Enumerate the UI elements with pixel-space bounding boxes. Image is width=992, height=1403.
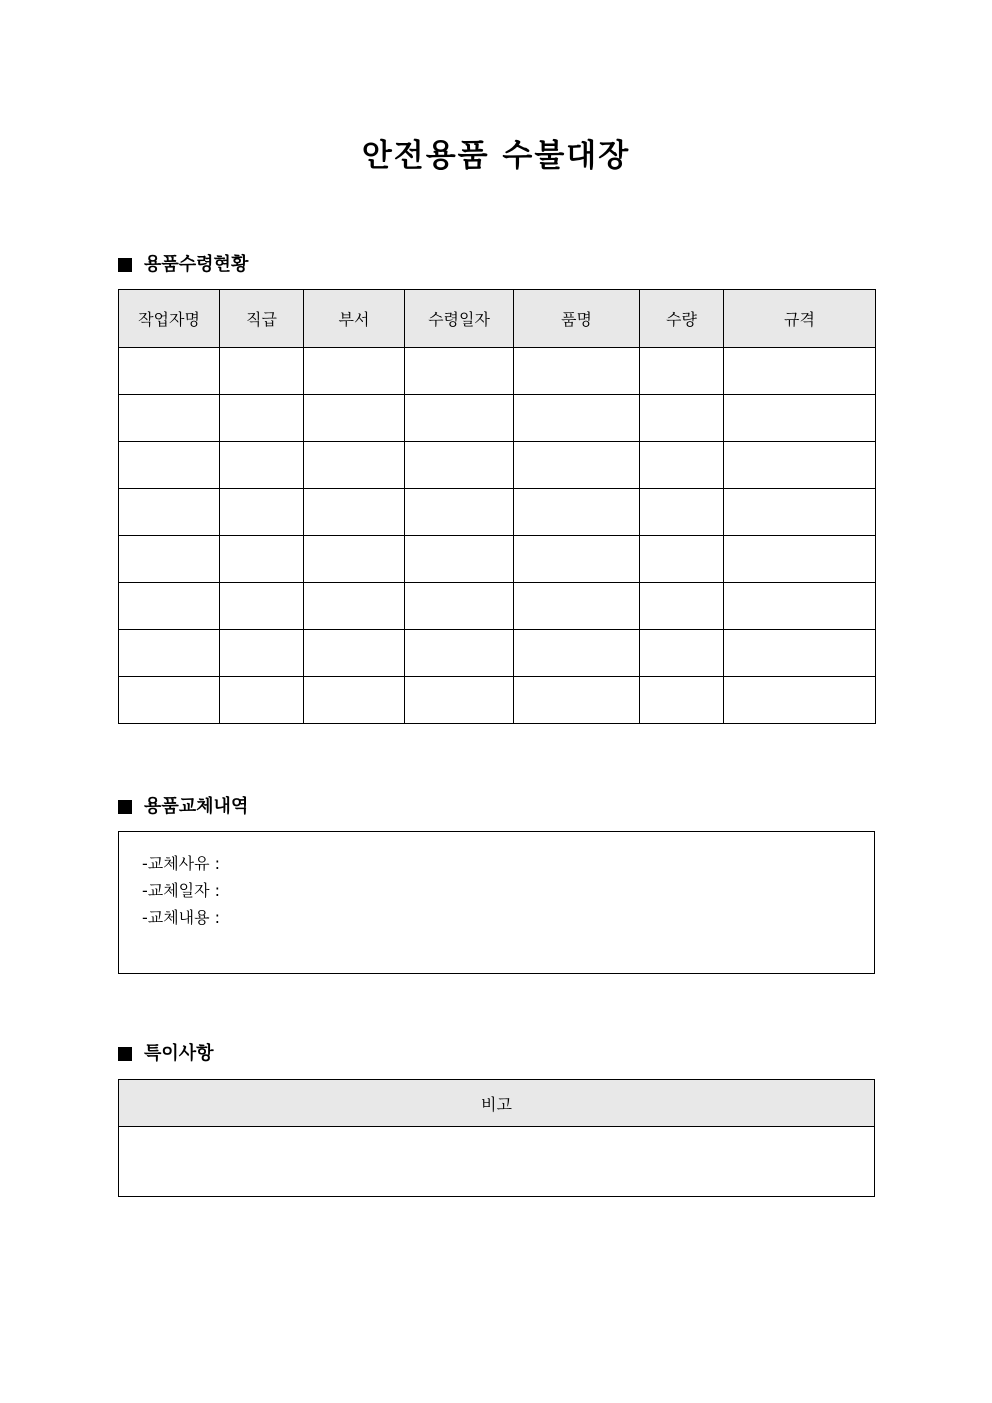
table-cell[interactable] <box>405 677 514 724</box>
table-cell[interactable] <box>724 536 876 583</box>
square-bullet-icon <box>118 258 132 272</box>
table-cell[interactable] <box>119 442 220 489</box>
table-cell[interactable] <box>304 489 405 536</box>
table-cell[interactable] <box>304 677 405 724</box>
table-cell[interactable] <box>514 630 640 677</box>
table-cell[interactable] <box>724 442 876 489</box>
table-cell[interactable] <box>304 348 405 395</box>
table-cell[interactable] <box>514 677 640 724</box>
table-cell[interactable] <box>640 630 724 677</box>
table-cell[interactable] <box>724 583 876 630</box>
table-row <box>119 630 876 677</box>
table-cell[interactable] <box>220 583 304 630</box>
table-row <box>119 583 876 630</box>
table-cell[interactable] <box>405 583 514 630</box>
table-row <box>119 677 876 724</box>
table-header-row <box>119 290 876 348</box>
table-cell[interactable] <box>724 677 876 724</box>
remarks-cell[interactable] <box>119 1127 875 1197</box>
table-cell[interactable] <box>304 536 405 583</box>
table-cell[interactable] <box>640 442 724 489</box>
table-cell[interactable] <box>514 536 640 583</box>
table-cell[interactable] <box>119 348 220 395</box>
section-heading-remarks <box>118 1042 214 1066</box>
table-cell[interactable] <box>304 630 405 677</box>
table-row <box>119 1127 875 1197</box>
square-bullet-icon <box>118 1047 132 1061</box>
table-cell[interactable] <box>405 630 514 677</box>
section-heading-text: 용품수령현황 <box>144 254 249 275</box>
receipt-table <box>118 289 876 724</box>
table-row <box>119 536 876 583</box>
table-cell[interactable] <box>514 348 640 395</box>
table-cell[interactable] <box>220 677 304 724</box>
replacement-content-label: -교체내용 : <box>142 908 221 927</box>
table-cell[interactable] <box>514 442 640 489</box>
table-cell[interactable] <box>640 677 724 724</box>
table-cell[interactable] <box>514 489 640 536</box>
square-bullet-icon <box>118 800 132 814</box>
table-cell[interactable] <box>220 489 304 536</box>
section-heading-text: 용품교체내역 <box>144 796 249 817</box>
replacement-lines <box>142 850 220 931</box>
table-cell[interactable] <box>304 442 405 489</box>
section-heading-text: 특이사항 <box>144 1043 214 1064</box>
table-cell[interactable] <box>119 583 220 630</box>
table-cell[interactable] <box>405 348 514 395</box>
table-cell[interactable] <box>640 489 724 536</box>
column-header: 수령일자 <box>405 290 514 348</box>
replacement-reason-label: -교체사유 : <box>142 854 221 873</box>
table-cell[interactable] <box>405 395 514 442</box>
table-cell[interactable] <box>220 630 304 677</box>
table-cell[interactable] <box>724 395 876 442</box>
table-cell[interactable] <box>220 442 304 489</box>
table-cell[interactable] <box>514 395 640 442</box>
column-header: 품명 <box>514 290 640 348</box>
table-cell[interactable] <box>724 348 876 395</box>
table-cell[interactable] <box>304 395 405 442</box>
column-header: 직급 <box>220 290 304 348</box>
column-header: 부서 <box>304 290 405 348</box>
column-header: 작업자명 <box>119 290 220 348</box>
table-cell[interactable] <box>119 536 220 583</box>
section-heading-replacement <box>118 795 248 819</box>
replacement-date-label: -교체일자 : <box>142 881 221 900</box>
table-cell[interactable] <box>724 489 876 536</box>
section-heading-receipt <box>118 253 248 277</box>
remarks-table <box>118 1079 875 1197</box>
table-cell[interactable] <box>220 536 304 583</box>
table-cell[interactable] <box>220 348 304 395</box>
table-header-row <box>119 1080 875 1127</box>
table-row <box>119 395 876 442</box>
table-row <box>119 442 876 489</box>
table-cell[interactable] <box>405 489 514 536</box>
column-header: 수량 <box>640 290 724 348</box>
table-cell[interactable] <box>640 536 724 583</box>
table-cell[interactable] <box>405 442 514 489</box>
table-cell[interactable] <box>724 630 876 677</box>
table-cell[interactable] <box>119 489 220 536</box>
table-cell[interactable] <box>514 583 640 630</box>
table-cell[interactable] <box>119 395 220 442</box>
document-title: 안전용품 수불대장 <box>361 138 631 174</box>
column-header: 규격 <box>724 290 876 348</box>
table-cell[interactable] <box>640 395 724 442</box>
table-cell[interactable] <box>640 583 724 630</box>
table-cell[interactable] <box>119 630 220 677</box>
column-header: 비고 <box>119 1080 875 1127</box>
table-cell[interactable] <box>304 583 405 630</box>
replacement-box[interactable] <box>118 831 875 974</box>
table-row <box>119 489 876 536</box>
table-cell[interactable] <box>220 395 304 442</box>
table-cell[interactable] <box>640 348 724 395</box>
table-cell[interactable] <box>405 536 514 583</box>
table-cell[interactable] <box>119 677 220 724</box>
table-row <box>119 348 876 395</box>
